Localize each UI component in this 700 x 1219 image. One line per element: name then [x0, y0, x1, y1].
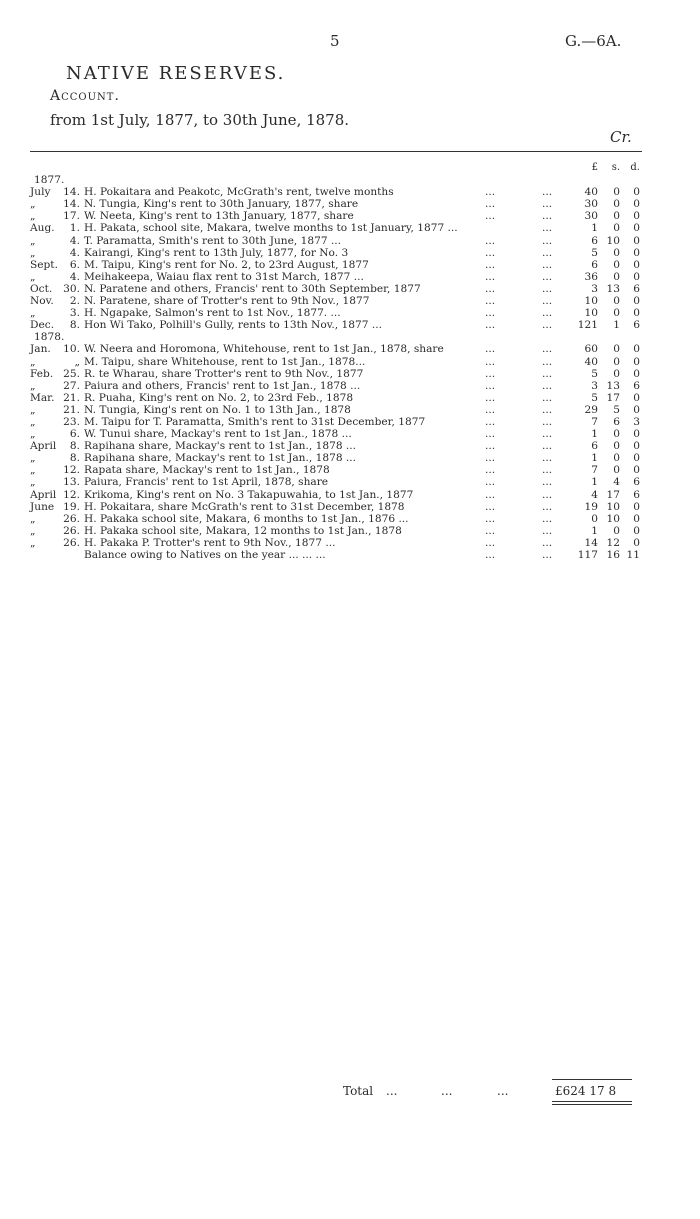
ledger-row — [30, 259, 642, 271]
entry-shillings: 0 — [613, 295, 620, 308]
dot-leader: ... — [542, 246, 553, 259]
dot-leader: ... — [485, 234, 496, 247]
entry-pence: 0 — [633, 258, 640, 271]
ledger-row — [30, 392, 642, 404]
dot-leader: ... — [542, 258, 553, 271]
entry-day: 6. — [69, 428, 80, 441]
ledger-row — [30, 380, 642, 392]
dot-leader: ... — [542, 536, 553, 549]
dot-leader: ... — [485, 282, 496, 295]
dot-leader: ... — [542, 428, 553, 441]
total-rule-top — [552, 1079, 632, 1080]
entry-description: Hon Wi Tako, Polhill's Gully, rents to 13th Nov., 1877 ... — [84, 319, 382, 332]
entry-pence: 0 — [633, 428, 640, 441]
entry-pounds: 121 — [577, 319, 598, 332]
entry-shillings: 0 — [613, 355, 620, 368]
dot-leader: ... — [542, 452, 553, 465]
entry-pence: 0 — [633, 367, 640, 380]
entry-pounds: 1 — [591, 476, 598, 489]
entry-day: 26. — [63, 512, 80, 525]
ledger-row — [30, 452, 642, 464]
entry-pounds: 6 — [591, 258, 598, 271]
entry-pence: 0 — [633, 464, 640, 477]
dot-leader: ... — [485, 452, 496, 465]
entry-shillings: 0 — [613, 246, 620, 259]
entry-shillings: 16 — [606, 549, 620, 561]
entry-pounds: 3 — [591, 282, 598, 295]
entry-description: Kairangi, King's rent to 13th July, 1877, for No. 3 — [84, 246, 349, 259]
ledger-row — [30, 428, 642, 440]
entry-shillings: 10 — [606, 234, 620, 247]
entry-shillings: 0 — [613, 440, 620, 453]
entry-pence: 0 — [633, 234, 640, 247]
entry-shillings: 4 — [613, 476, 620, 489]
entry-description: Rapihana share, Mackay's rent to 1st Jan., 1878 ... — [84, 440, 357, 453]
dot-leader: ... — [485, 319, 496, 332]
entry-pounds: 6 — [591, 440, 598, 453]
dot-leader: ... — [542, 186, 553, 199]
entry-pounds: 1 — [591, 428, 598, 441]
entry-pence: 0 — [633, 536, 640, 549]
entry-shillings: 6 — [613, 415, 620, 428]
entry-pounds: 7 — [591, 464, 598, 477]
entry-month: „ — [30, 198, 36, 211]
entry-day: 21. — [63, 403, 80, 416]
entry-description: H. Ngapake, Salmon's rent to 1st Nov., 1877. ... — [84, 307, 341, 320]
entry-pence: 6 — [633, 319, 640, 332]
entry-pounds: 29 — [584, 403, 598, 416]
dot-leader: ... — [542, 367, 553, 380]
header-rule — [30, 151, 642, 152]
entry-pounds: 0 — [591, 512, 598, 525]
dot-leader: ... — [485, 464, 496, 477]
entry-shillings: 1 — [613, 319, 620, 332]
entry-day: 4. — [69, 246, 80, 259]
ledger-table — [30, 162, 642, 561]
entry-pounds: 1 — [591, 524, 598, 537]
dot-leader: ... — [485, 258, 496, 271]
ledger-row — [30, 222, 642, 234]
ledger-row — [30, 501, 642, 513]
entry-shillings: 0 — [613, 464, 620, 477]
entry-description: R. te Wharau, share Trotter's rent to 9th Nov., 1877 — [84, 367, 364, 380]
entry-pounds: 1 — [591, 222, 598, 235]
entry-month: Jan. — [30, 343, 51, 356]
entry-pounds: 30 — [584, 210, 598, 223]
ledger-row — [30, 271, 642, 283]
ledger-row — [30, 295, 642, 307]
dot-leader: ... — [542, 282, 553, 295]
entry-month: „ — [30, 307, 36, 320]
entry-description: H. Pakaka school site, Makara, 12 months to 1st Jan., 1878 — [84, 524, 402, 537]
entry-shillings: 5 — [613, 403, 620, 416]
entry-day: 26. — [63, 536, 80, 549]
entry-day: 8. — [69, 319, 80, 332]
dot-leader: ... — [485, 476, 496, 489]
entry-month: June — [30, 500, 55, 513]
entry-shillings: 0 — [613, 258, 620, 271]
entry-month: April — [30, 440, 57, 453]
entry-day: 25. — [63, 367, 80, 380]
dot-leader: ... — [485, 186, 496, 199]
entry-shillings: 0 — [613, 524, 620, 537]
dot-leader: ... — [485, 391, 496, 404]
entry-pounds: 60 — [584, 343, 598, 356]
entry-day: „ — [74, 355, 80, 368]
entry-description: Balance owing to Natives on the year ... ... ... — [84, 549, 326, 561]
ledger-row — [30, 356, 642, 368]
entry-pounds: 117 — [577, 549, 598, 561]
entry-description: Rapihana share, Mackay's rent to 1st Jan., 1878 ... — [84, 452, 357, 465]
entry-description: R. Puaha, King's rent on No. 2, to 23rd Feb., 1878 — [84, 391, 354, 404]
entry-description: H. Pokaitara, share McGrath's rent to 31st December, 1878 — [84, 500, 405, 513]
entry-shillings: 12 — [606, 536, 620, 549]
entry-day: 4. — [69, 270, 80, 283]
entry-pence: 6 — [633, 282, 640, 295]
entry-pence: 6 — [633, 476, 640, 489]
total-leader: ... — [386, 1084, 398, 1098]
entry-day: 14. — [63, 186, 80, 199]
entry-description: H. Pakata, school site, Makara, twelve months to 1st January, 1877 ... — [84, 222, 458, 235]
dot-leader: ... — [542, 512, 553, 525]
entry-day: 17. — [63, 210, 80, 223]
entry-shillings: 10 — [606, 500, 620, 513]
entry-shillings: 17 — [606, 391, 620, 404]
dot-leader: ... — [485, 403, 496, 416]
entry-description: N. Tungia, King's rent on No. 1 to 13th Jan., 1878 — [84, 403, 351, 416]
entry-description: W. Neeta, King's rent to 13th January, 1877, share — [84, 210, 354, 223]
entry-shillings: 0 — [613, 210, 620, 223]
entry-month: Dec. — [30, 319, 55, 332]
ledger-row — [30, 210, 642, 222]
entry-pounds: 6 — [591, 234, 598, 247]
dot-leader: ... — [485, 524, 496, 537]
entry-pounds: 4 — [591, 488, 598, 501]
entry-description: Krikoma, King's rent on No. 3 Takapuwahia, to 1st Jan., 1877 — [84, 488, 414, 501]
entry-month: „ — [30, 476, 36, 489]
entry-month: „ — [30, 415, 36, 428]
entry-shillings: 17 — [606, 488, 620, 501]
entry-day: 6. — [69, 258, 80, 271]
entry-shillings: 0 — [613, 428, 620, 441]
entry-day: 2. — [69, 295, 80, 308]
entry-description: M. Taipu for T. Paramatta, Smith's rent to 31st December, 1877 — [84, 415, 426, 428]
total-amount: £624 17 8 — [555, 1084, 617, 1098]
entry-description: T. Paramatta, Smith's rent to 30th June, 1877 ... — [84, 234, 342, 247]
entry-description: H. Pakaka school site, Makara, 6 months to 1st Jan., 1876 ... — [84, 512, 409, 525]
entry-month: Nov. — [30, 295, 54, 308]
pence-header: d. — [630, 162, 640, 173]
entry-month: Oct. — [30, 282, 53, 295]
entry-shillings: 0 — [613, 343, 620, 356]
dot-leader: ... — [542, 488, 553, 501]
dot-leader: ... — [542, 295, 553, 308]
year-heading-row — [30, 174, 642, 186]
page-number: 5 — [330, 32, 340, 50]
entry-month: „ — [30, 246, 36, 259]
entry-month: „ — [30, 234, 36, 247]
entry-pounds: 36 — [584, 270, 598, 283]
entry-shillings: 13 — [606, 379, 620, 392]
entry-pence: 0 — [633, 524, 640, 537]
entry-shillings: 0 — [613, 198, 620, 211]
dot-leader: ... — [485, 307, 496, 320]
entry-pounds: 14 — [584, 536, 598, 549]
ledger-row — [30, 440, 642, 452]
dot-leader: ... — [485, 295, 496, 308]
year-heading: 1878. — [34, 331, 65, 344]
entry-month: „ — [30, 379, 36, 392]
dot-leader: ... — [485, 198, 496, 211]
credit-side-label: Cr. — [610, 128, 632, 146]
dot-leader: ... — [542, 307, 553, 320]
dot-leader: ... — [542, 343, 553, 356]
entry-month: „ — [30, 428, 36, 441]
ledger-row — [30, 283, 642, 295]
entry-month: „ — [30, 512, 36, 525]
entry-description: H. Pokaitara and Peakotc, McGrath's rent, twelve months — [84, 186, 394, 199]
dot-leader: ... — [542, 464, 553, 477]
entry-pence: 0 — [633, 512, 640, 525]
ledger-row — [30, 247, 642, 259]
dot-leader: ... — [485, 500, 496, 513]
entry-pounds: 3 — [591, 379, 598, 392]
ledger-row — [30, 404, 642, 416]
dot-leader: ... — [542, 198, 553, 211]
entry-month: April — [30, 488, 57, 501]
entry-description: Paiura, Francis' rent to 1st April, 1878, share — [84, 476, 329, 489]
dot-leader: ... — [542, 440, 553, 453]
entry-description: N. Paratene and others, Francis' rent to 30th September, 1877 — [84, 282, 421, 295]
ledger-row — [30, 489, 642, 501]
entry-pence: 0 — [633, 355, 640, 368]
total-rule-bottom — [552, 1101, 632, 1102]
ledger-row — [30, 198, 642, 210]
dot-leader: ... — [485, 379, 496, 392]
dot-leader: ... — [542, 549, 553, 561]
ledger-row — [30, 343, 642, 355]
entry-pounds: 7 — [591, 415, 598, 428]
entry-description: Paiura and others, Francis' rent to 1st Jan., 1878 ... — [84, 379, 361, 392]
entry-day: 4. — [69, 234, 80, 247]
ledger-row — [30, 549, 642, 561]
entry-description: M. Taipu, King's rent for No. 2, to 23rd August, 1877 — [84, 258, 369, 271]
ledger-row — [30, 464, 642, 476]
entry-month: „ — [30, 355, 36, 368]
document-reference: G.—6A. — [565, 32, 622, 50]
entry-pence: 0 — [633, 222, 640, 235]
entry-shillings: 0 — [613, 367, 620, 380]
ledger-row — [30, 416, 642, 428]
ledger-row — [30, 186, 642, 198]
dot-leader: ... — [485, 428, 496, 441]
entry-pence: 0 — [633, 391, 640, 404]
ledger-row — [30, 525, 642, 537]
entry-pence: 0 — [633, 452, 640, 465]
entry-description: W. Neera and Horomona, Whitehouse, rent to 1st Jan., 1878, share — [84, 343, 444, 356]
entry-day: 14. — [63, 198, 80, 211]
entry-month: „ — [30, 403, 36, 416]
page-subtitle: Account. — [50, 88, 120, 104]
entry-pence: 0 — [633, 295, 640, 308]
year-heading-row — [30, 331, 642, 343]
pounds-header: £ — [591, 162, 598, 173]
shillings-header: s. — [611, 162, 620, 173]
entry-month: „ — [30, 464, 36, 477]
ledger-row — [30, 319, 642, 331]
entry-pence: 0 — [633, 198, 640, 211]
entry-pence: 6 — [633, 488, 640, 501]
entry-description: M. Taipu, share Whitehouse, rent to 1st Jan., 1878... — [84, 355, 366, 368]
entry-month: Aug. — [30, 222, 55, 235]
total-leader: ... — [497, 1084, 509, 1098]
entry-pence: 0 — [633, 440, 640, 453]
entry-description: Rapata share, Mackay's rent to 1st Jan., 1878 — [84, 464, 330, 477]
entry-pounds: 30 — [584, 198, 598, 211]
dot-leader: ... — [485, 355, 496, 368]
entry-month: Feb. — [30, 367, 54, 380]
ledger-row — [30, 476, 642, 488]
dot-leader: ... — [542, 403, 553, 416]
dot-leader: ... — [485, 512, 496, 525]
dot-leader: ... — [485, 210, 496, 223]
entry-pence: 0 — [633, 307, 640, 320]
entry-pence: 6 — [633, 379, 640, 392]
entry-month: July — [30, 186, 51, 199]
entry-pounds: 19 — [584, 500, 598, 513]
entry-pounds: 5 — [591, 391, 598, 404]
entry-day: 12. — [63, 488, 80, 501]
entry-shillings: 0 — [613, 452, 620, 465]
entry-pence: 0 — [633, 403, 640, 416]
ledger-row — [30, 307, 642, 319]
dot-leader: ... — [485, 343, 496, 356]
entry-pence: 0 — [633, 210, 640, 223]
entry-day: 19. — [63, 500, 80, 513]
entry-pounds: 5 — [591, 246, 598, 259]
entry-pounds: 1 — [591, 452, 598, 465]
entry-shillings: 0 — [613, 270, 620, 283]
entry-description: H. Pakaka P. Trotter's rent to 9th Nov., 1877 ... — [84, 536, 336, 549]
entry-month: Sept. — [30, 258, 58, 271]
ledger-row — [30, 537, 642, 549]
entry-day: 8. — [69, 452, 80, 465]
entry-day: 8. — [69, 440, 80, 453]
dot-leader: ... — [485, 488, 496, 501]
entry-day: 13. — [63, 476, 80, 489]
dot-leader: ... — [542, 234, 553, 247]
entry-shillings: 10 — [606, 512, 620, 525]
dot-leader: ... — [542, 222, 553, 235]
entry-day: 23. — [63, 415, 80, 428]
entry-shillings: 0 — [613, 186, 620, 199]
dot-leader: ... — [485, 367, 496, 380]
dot-leader: ... — [485, 549, 496, 561]
entry-day: 30. — [63, 282, 80, 295]
currency-header-row — [30, 162, 642, 174]
entry-day: 27. — [63, 379, 80, 392]
dot-leader: ... — [542, 270, 553, 283]
year-heading: 1877. — [34, 174, 65, 187]
dot-leader: ... — [485, 536, 496, 549]
dot-leader: ... — [542, 500, 553, 513]
entry-shillings: 13 — [606, 282, 620, 295]
entry-shillings: 0 — [613, 222, 620, 235]
entry-day: 3. — [69, 307, 80, 320]
entry-month: „ — [30, 452, 36, 465]
entry-day: 10. — [63, 343, 80, 356]
entry-month: „ — [30, 536, 36, 549]
dot-leader: ... — [542, 379, 553, 392]
page-title: NATIVE RESERVES. — [66, 63, 286, 84]
total-label: Total — [343, 1084, 374, 1098]
dot-leader: ... — [542, 355, 553, 368]
ledger-row — [30, 513, 642, 525]
entry-month: Mar. — [30, 391, 55, 404]
dot-leader: ... — [542, 524, 553, 537]
dot-leader: ... — [542, 391, 553, 404]
entry-description: W. Tunui share, Mackay's rent to 1st Jan., 1878 ... — [84, 428, 352, 441]
entry-month: „ — [30, 524, 36, 537]
entry-day: 21. — [63, 391, 80, 404]
ledger-row — [30, 368, 642, 380]
total-rule-double — [552, 1104, 632, 1105]
entry-month: „ — [30, 210, 36, 223]
entry-shillings: 0 — [613, 307, 620, 320]
entry-pence: 0 — [633, 186, 640, 199]
entry-description: N. Tungia, King's rent to 30th January, 1877, share — [84, 198, 359, 211]
entry-description: Meihakeepa, Waiau flax rent to 31st March, 1877 ... — [84, 270, 364, 283]
dot-leader: ... — [485, 415, 496, 428]
entry-pence: 0 — [633, 270, 640, 283]
dot-leader: ... — [542, 210, 553, 223]
entry-pence: 0 — [633, 246, 640, 259]
entry-description: N. Paratene, share of Trotter's rent to 9th Nov., 1877 — [84, 295, 370, 308]
entry-pence: 0 — [633, 343, 640, 356]
entry-pence: 3 — [633, 415, 640, 428]
entry-day: 12. — [63, 464, 80, 477]
entry-pounds: 40 — [584, 355, 598, 368]
entry-pounds: 10 — [584, 307, 598, 320]
entry-day: 26. — [63, 524, 80, 537]
dot-leader: ... — [542, 319, 553, 332]
entry-pounds: 5 — [591, 367, 598, 380]
total-leader: ... — [441, 1084, 453, 1098]
entry-pence: 11 — [626, 549, 640, 561]
dot-leader: ... — [485, 270, 496, 283]
account-period: from 1st July, 1877, to 30th June, 1878. — [50, 111, 350, 129]
dot-leader: ... — [485, 440, 496, 453]
dot-leader: ... — [485, 246, 496, 259]
entry-pence: 0 — [633, 500, 640, 513]
entry-pounds: 10 — [584, 295, 598, 308]
dot-leader: ... — [542, 415, 553, 428]
ledger-row — [30, 235, 642, 247]
entry-pounds: 40 — [584, 186, 598, 199]
entry-day: 1. — [69, 222, 80, 235]
entry-month: „ — [30, 270, 36, 283]
dot-leader: ... — [542, 476, 553, 489]
